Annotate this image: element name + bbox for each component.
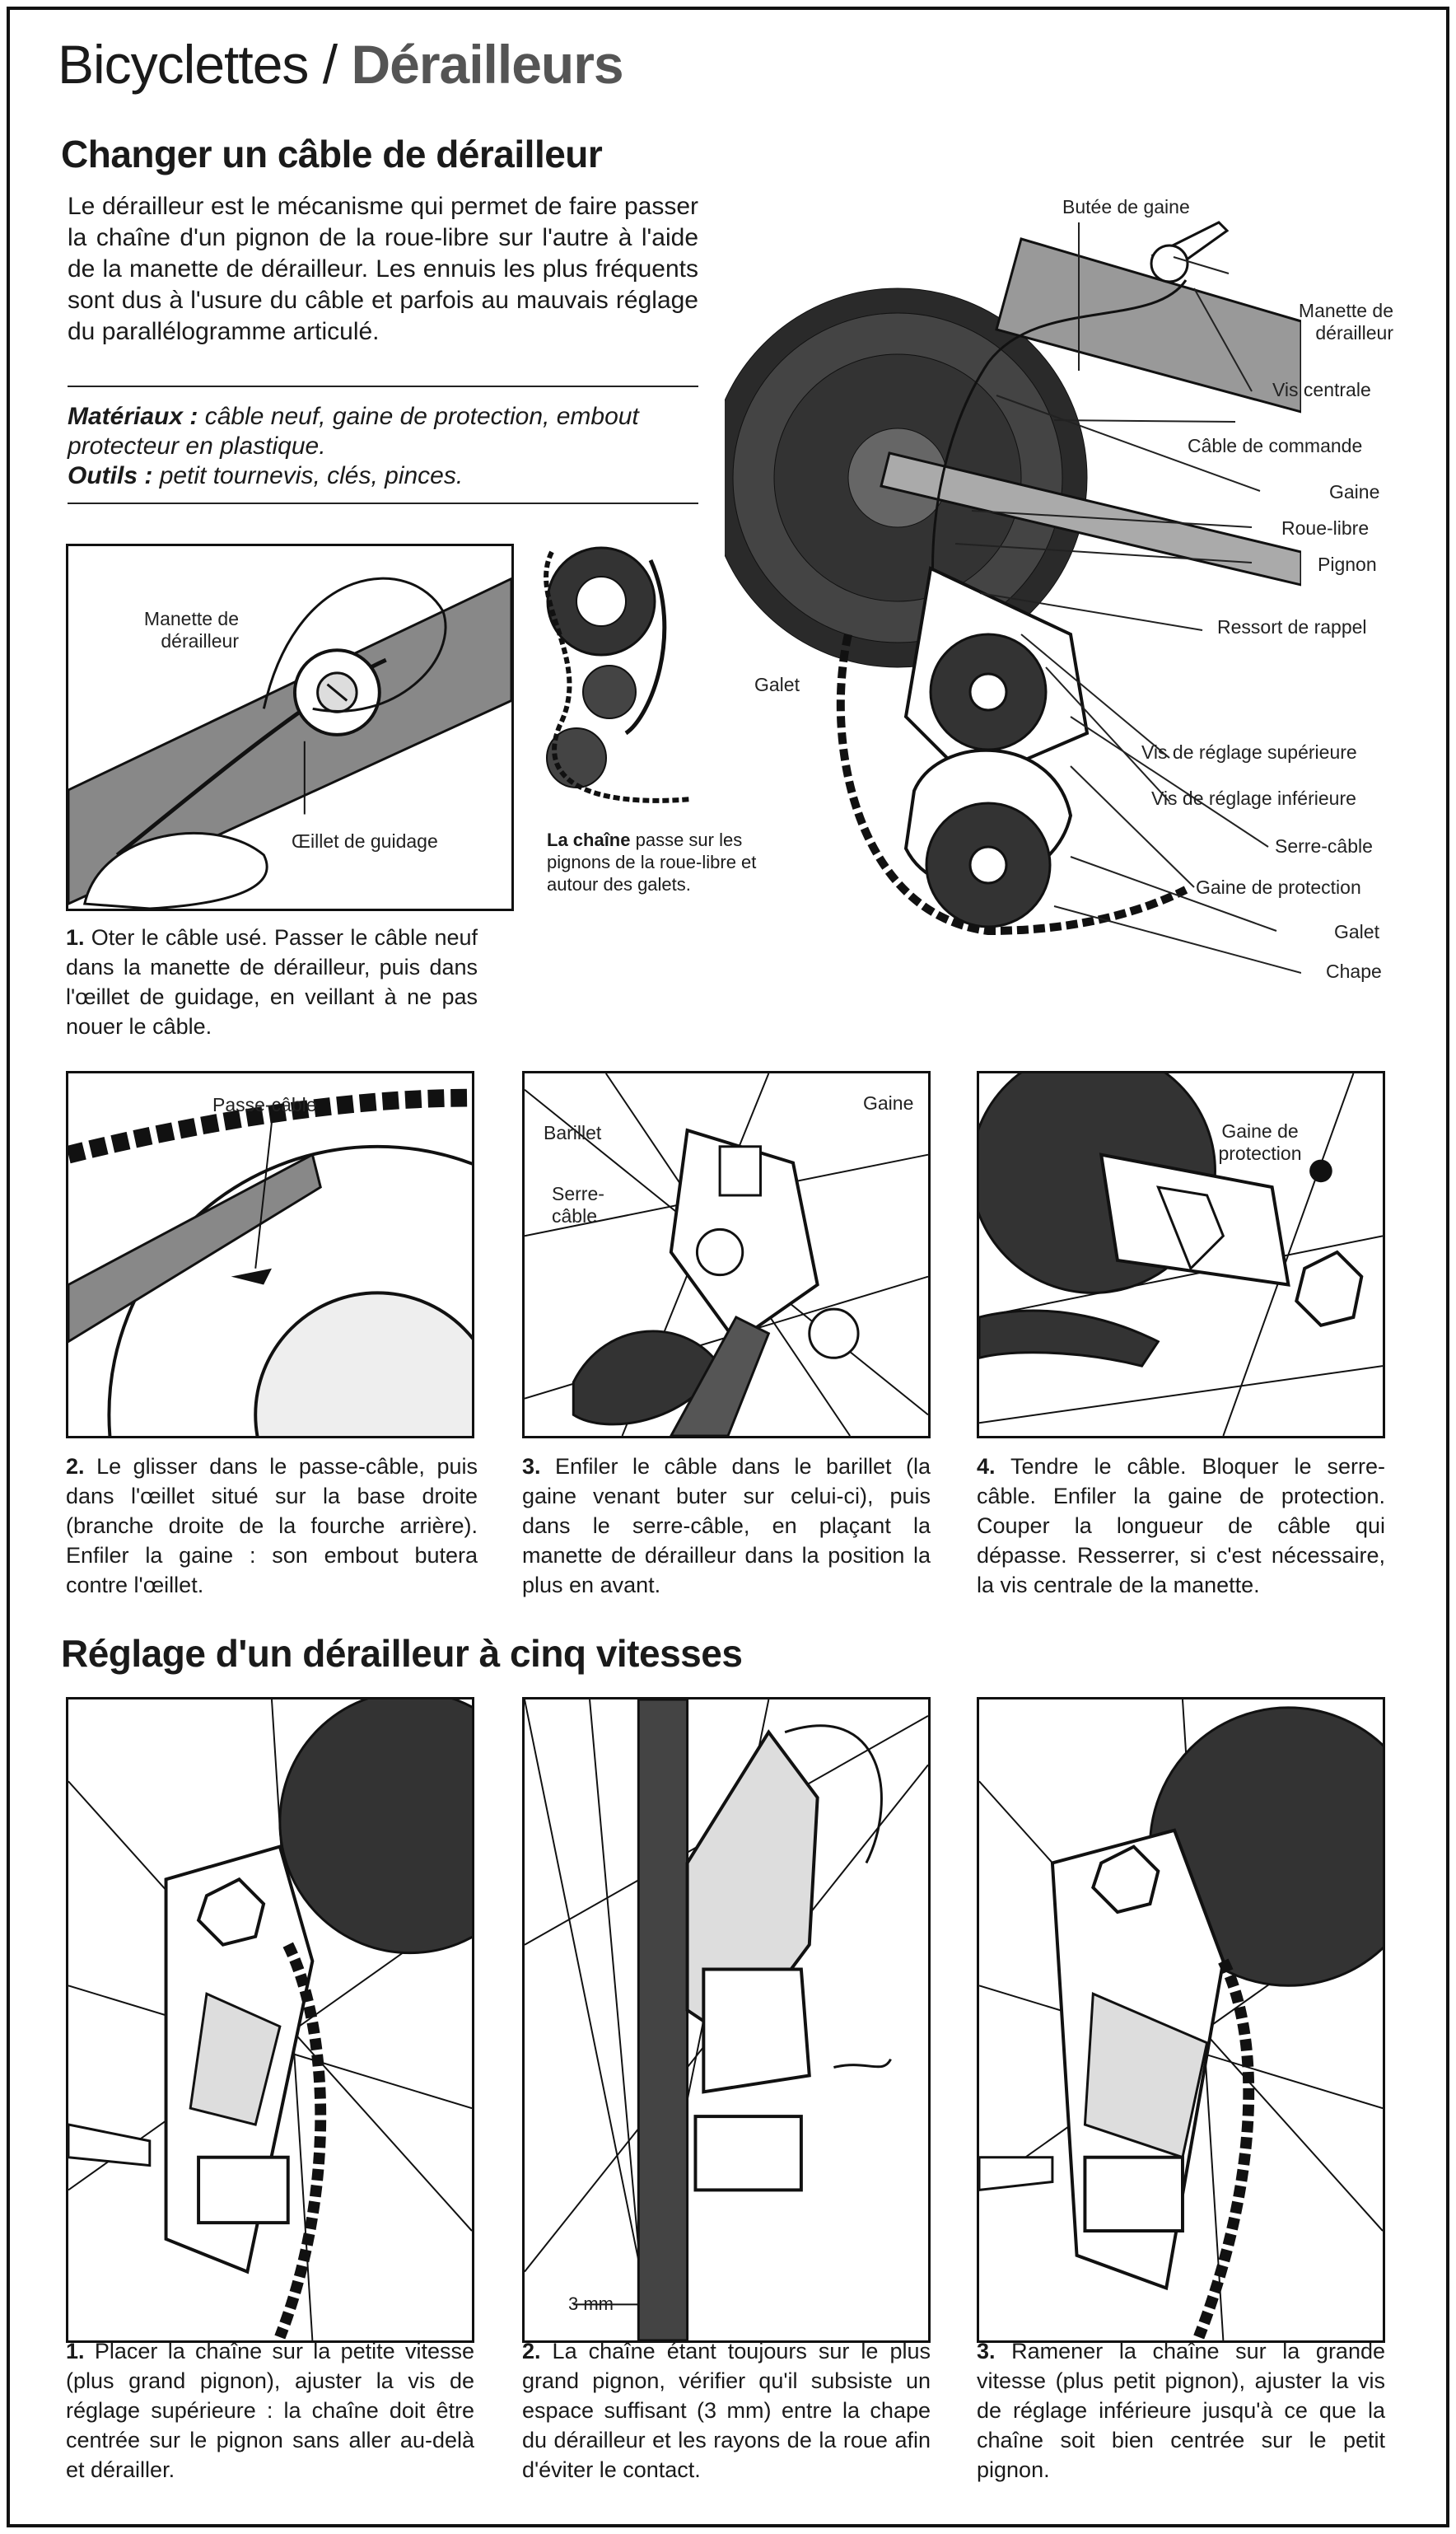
step4-caption xyxy=(977,1452,1385,1600)
step1-label-oeillet: Œillet de guidage xyxy=(292,830,438,852)
intro-paragraph: Le dérailleur est le mécanisme qui permet de faire passer la chaîne d'un pignon de la roue-libre sur l'autre à l'aide de la manette de dérailleur. Les ennuis les plus fréquents sont dus à l'usure du câble et parfois au mauvais réglage du parallélogramme articulé. xyxy=(68,193,698,345)
step3-label-gaine: Gaine xyxy=(863,1092,914,1114)
step-number: 2. xyxy=(66,1454,85,1479)
tools-text: petit tournevis, clés, pinces. xyxy=(159,462,464,489)
chain-caption-text: passe sur les pignons de la roue-libre et autour des galets. xyxy=(547,830,757,895)
adj1-illustration xyxy=(66,1697,474,2343)
adj2-illustration xyxy=(522,1697,931,2343)
tools-label: Outils : xyxy=(68,462,153,489)
label-gaine: Gaine xyxy=(1329,481,1380,503)
step4-illustration xyxy=(977,1071,1385,1438)
step-number: 1. xyxy=(66,2339,85,2363)
title-bold: Dérailleurs xyxy=(351,34,623,95)
adj2-mm-label: 3 mm xyxy=(568,2293,614,2314)
step-text: Ramener la chaîne sur la grande vitesse (plus petit pignon), ajuster la vis de réglage inférieure jusqu'à ce que la chaîne soit bien centrée sur le petit pignon. xyxy=(977,2339,1385,2482)
chain-path-diagram xyxy=(527,535,692,816)
page-title xyxy=(58,33,623,96)
label-chape: Chape xyxy=(1326,961,1382,982)
step-number: 1. xyxy=(66,925,85,950)
label-roue-libre: Roue-libre xyxy=(1281,517,1370,539)
label-gaine-protection: Gaine de protection xyxy=(1196,877,1361,898)
step-number: 3. xyxy=(977,2339,996,2363)
step2-caption xyxy=(66,1452,478,1600)
step1-caption xyxy=(66,923,478,1041)
chain-caption-bold: La chaîne xyxy=(547,830,631,850)
divider xyxy=(68,503,698,504)
step-number: 4. xyxy=(977,1454,996,1479)
label-vis-centrale: Vis centrale xyxy=(1272,379,1371,400)
step-text: Enfiler le câble dans le barillet (la gaine venant buter sur celui-ci), puis dans le serre-câble, en plaçant la manette de dérailleur dans la position la plus en avant. xyxy=(522,1454,931,1597)
label-galet: Galet xyxy=(1334,921,1379,942)
step2-illustration xyxy=(66,1071,474,1438)
divider xyxy=(68,386,698,387)
title-light: Bicyclettes / xyxy=(58,34,352,95)
label-galet-top: Galet xyxy=(754,674,800,695)
step3-caption xyxy=(522,1452,931,1600)
label-serre-cable: Serre-câble xyxy=(1275,835,1373,857)
chain-caption xyxy=(547,829,761,895)
adj2-caption xyxy=(522,2336,931,2485)
adj3-illustration xyxy=(977,1697,1385,2343)
materials-block xyxy=(68,402,698,491)
step-number: 2. xyxy=(522,2339,541,2363)
step-text: Oter le câble usé. Passer le câble neuf dans la manette de dérailleur, puis dans l'œillet de guidage, en veillant à ne pas nouer le câble. xyxy=(66,925,478,1039)
label-vis-inf: Vis de réglage inférieure xyxy=(1151,788,1356,809)
label-ressort: Ressort de rappel xyxy=(1217,616,1367,638)
step4-label: Gaine de protection xyxy=(1218,1120,1302,1164)
section-heading-cable: Changer un câble de dérailleur xyxy=(61,133,603,175)
step-text: Tendre le câble. Bloquer le serre-câble. Enfiler la gaine de protection. Couper la longueur de câble qui dépasse. Resserrer, si c'est nécessaire, la vis centrale de la manette. xyxy=(977,1454,1385,1597)
step-text: Placer la chaîne sur la petite vitesse (plus grand pignon), ajuster la vis de réglage supérieure : la chaîne doit être centrée sur le pignon sans aller au-delà et dérailler. xyxy=(66,2339,474,2482)
step2-label: Passe-câble xyxy=(212,1094,317,1115)
step1-illustration xyxy=(66,544,514,911)
section-heading-reglage: Réglage d'un dérailleur à cinq vitesses xyxy=(61,1632,743,1675)
adj3-caption xyxy=(977,2336,1385,2485)
materials-text: câble neuf, gaine de protection, embout protecteur en plastique. xyxy=(68,403,639,460)
materials-label: Matériaux : xyxy=(68,403,198,430)
step-number: 3. xyxy=(522,1454,541,1479)
label-vis-sup: Vis de réglage supérieure xyxy=(1141,741,1357,763)
step1-label-manette: Manette de dérailleur xyxy=(143,608,239,652)
label-manette: Manette de dérailleur xyxy=(1298,300,1393,344)
step-text: La chaîne étant toujours sur le plus grand pignon, vérifier qu'il subsiste un espace suffisant (3 mm) entre la chape du dérailleur et les rayons de la roue afin d'éviter le contact. xyxy=(522,2339,931,2482)
label-cable-commande: Câble de commande xyxy=(1188,435,1363,456)
step3-label-barillet: Barillet xyxy=(544,1122,602,1143)
adj1-caption xyxy=(66,2336,474,2485)
label-pignon: Pignon xyxy=(1318,554,1377,575)
label-butee: Butée de gaine xyxy=(1062,196,1190,217)
step-text: Le glisser dans le passe-câble, puis dans l'œillet situé sur la base droite (branche droite de la fourche arrière). Enfiler la gaine : son embout butera contre l'œillet. xyxy=(66,1454,478,1597)
step3-label-serre: Serre-câble xyxy=(552,1183,604,1227)
